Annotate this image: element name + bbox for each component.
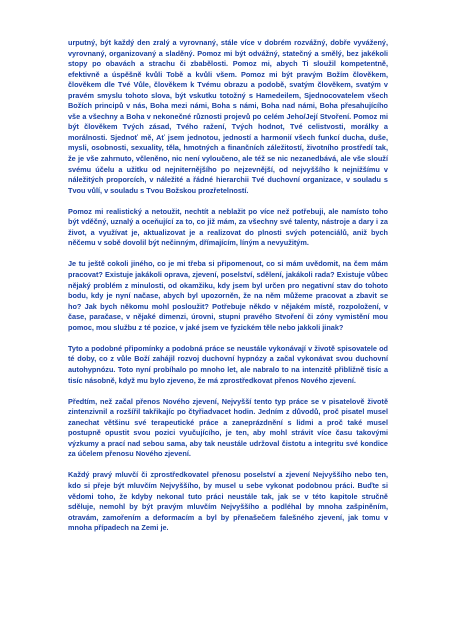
paragraph: Každý pravý mluvčí či zprostředkovatel přenosu poselství a zjevení Nejvyššího nebo ten, kdo si přeje být mluvčím Nejvyššího, by musel u sebe vykonat podobnou práci. Buďte si vědomi toho, že kdyby nekonal tuto práci neustále tak, jak se v této kapitole stručně sděluje, nemohl by být pravým mluvčím Nejvyššího a podléhal by mnoha zašpiněním, otravám, zamořením a deformacím a byl by přenašečem falešného zjevení, jak tomu v mnoha případech na Zemi je. bbox=[68, 470, 388, 533]
paragraph: urputný, být každý den zralý a vyrovnaný, stále více v dobrém rozvážný, dobře vyvážený, vyrovnaný, organizovaný a sladěný. Pomoz mi být odvážný, statečný a smělý, bez jakékoli stopy po obavách a strachu či zbabělosti. Pomoz mi, abych Ti sloužil kompetentně, efektivně a úspěšně kvůli Tobě a kvůli všem. Pomoz mi být pravým Božím člověkem, člověkem dle Tvé Vůle, člověkem k Tvému obrazu a podobě, svatým člověkem, svatým v pravém smyslu tohoto slova, být vskutku totožný s Hamedeilem, Sjednocovatelem všech Božích principů v nás, Boha mezi námi, Boha s námi, Boha nad námi, Boha přesahujícího vše a všechny a Boha v nekonečné různosti projevů po celém Jeho/Její Stvoření. Pomoz mi být člověkem Tvých zásad, Tvého ražení, Tvých hodnot, Tvé celistvosti, morálky a morálnosti. Sjednoť mě, Ať jsem jednotou, jedností a harmonií všech funkcí ducha, duše, mysli, osobnosti, sexuality, těla, hmotných a finančních záležitostí, životního prostředí tak, že je vše zahrnuto, včleněno, nic není vyloučeno, ale též se nic nezanedbává, ale vše slouží svému účelu a užitku od nejniternějšího po nejzevnější, od nejvyššího k nejnižšímu v náležitých proporcích, v náležité a řádné hierarchii Tvé duchovní organizace, v souladu s Tvou vůlí, v souladu s Tvou Božskou prozřetelností. bbox=[68, 38, 388, 195]
paragraph: Pomoz mi realistický a netoužit, nechtít a neblažit po více než potřebuji, ale namísto toho být vděčný, uznalý a oceňující za to, co již mám, za všechny své talenty, nástroje a dary i za život, a využívat je, aktualizovat je a realizovat do plnosti svých potenciálů, aniž bych něčemu v sobě dovolil být nečinným, dřímajícím, líným a nevyužitým. bbox=[68, 206, 388, 248]
body-text bbox=[68, 38, 388, 544]
paragraph: Předtím, než začal přenos Nového zjevení, Nejvyšší tento typ práce se v pisatelově životě zintenzivnil a rozšířil takřikajíc po čtyřiadvacet hodin. Jedním z důvodů, proč pisatel musel zanechat většinu své terapeutické práce a zaneprázdnění s lidmi a proč také musel postupně opustit svou pozici vyučujícího, je ten, aby mohl strávit více času takovými výzkumy a prací nad sebou sama, aby tak neustále udržoval čistotu a integritu své kondice za účelem přenosu Nového zjevení. bbox=[68, 396, 388, 459]
paragraph: Je tu ještě cokoli jiného, co je mi třeba si připomenout, co si mám uvědomit, na čem mám pracovat? Existuje jakákoli oprava, zjevení, poselství, sdělení, jakákoli rada? Existuje vůbec nějaký problém z minulosti, od okamžiku, kdy jsem byl určen pro negativní stav do tohoto bodu, kdy je nyní načase, abych byl upozorněn, že na něm můžeme pracovat a zbavit se ho? Jak bych někomu mohl posloužit? Potřebuje někdo v nějakém místě, rozpoložení, v čase, paračase, v nějaké dimenzi, úrovni, stupni pravého Stvoření či zóny vymistění mou pomoc, mou službu z té pozice, v jaké jsem ve fyzickém těle nebo jakkoli jinak? bbox=[68, 259, 388, 332]
paragraph: Tyto a podobné připomínky a podobná práce se neustále vykonávají v životě spisovatele od té doby, co z vůle Boží zahájil rozvoj duchovní hypnózy a začal vykonávat svou duchovní autohypnózu. Toto nyní probíhalo po mnoho let, ale nabralo to na intenzitě přibližně tisíc a tisíc násobně, když mu bylo zjeveno, že má zprostředkovat přenos Nového zjevení. bbox=[68, 343, 388, 385]
